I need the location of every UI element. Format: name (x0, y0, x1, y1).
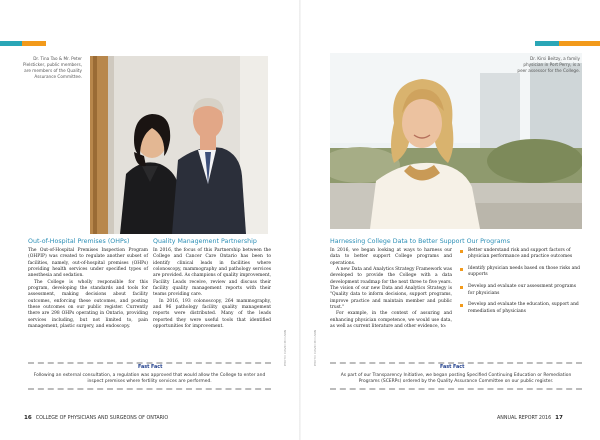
orange-square-bullet-icon (460, 304, 463, 307)
footer-title-right: ANNUAL REPORT 2016 (497, 416, 552, 421)
photo-tao-pielsticker (90, 56, 268, 234)
accent-bar-orange-left (22, 41, 46, 46)
bullet-text: Develop and evaluate our assessment programs for physicians (468, 284, 576, 296)
fast-fact-divider-bottom-right (330, 388, 582, 390)
fast-fact-text-left: Following an external consultation, a regulation was approved that would allow the College to enter and inspect premises where fertility services are performed. (33, 373, 266, 385)
ohp-paragraph-1: The Out-of-Hospital Premises Inspection Program (OHPIP) was created to regulate another subset of facilities, namely, out-of-hospital premises (OHPs) providing health services under specified types of anesthesia and sedation. (28, 248, 148, 279)
footer-title-left: COLLEGE OF PHYSICIANS AND SURGEONS OF ONTARIO (35, 416, 169, 421)
page-number-right: 17 (555, 415, 563, 421)
photo-credit-right: PHOTO: DAVID MCCANN (313, 330, 317, 367)
photo-beitzy (330, 53, 582, 229)
qmp-paragraph-1: In 2016, the focus of this Partnership between the College and Cancer Care Ontario has been to identify clinical leads in facilities where colonoscopy, mammography and pathology services are provided. As champions of quality improvement, Facility Leads receive, review and discuss their facility quality management reports with their teams providing care. (153, 248, 271, 298)
accent-bar-teal-right (535, 41, 559, 46)
orange-square-bullet-icon (460, 250, 463, 253)
fast-fact-title-right: Fast Fact (440, 365, 465, 370)
column-harnessing-college-data (330, 248, 452, 330)
column-quality-management-partnership (153, 248, 271, 330)
bullet-item (458, 302, 582, 315)
bullet-item (458, 266, 582, 279)
photo-illustration-left (90, 56, 268, 234)
orange-square-bullet-icon (460, 268, 463, 271)
qmp-paragraph-2: In 2016, 193 colonoscopy, 264 mammography, and 96 pathology facility quality management reports were distributed. Many of the leads reported they were useful tools that identified opportunities for improvement. (153, 298, 271, 330)
harnessing-paragraph-3: For example, in the context of assuring and enhancing physician competence, we would use data, as well as current literature and other evidence, to: (330, 311, 452, 330)
heading-harnessing-college-data: Harnessing College Data to Better Support Our Programs (330, 238, 510, 245)
fast-fact-divider-bottom-left (28, 388, 271, 390)
footer-right (497, 415, 563, 421)
bullet-item (458, 284, 582, 297)
photo-caption-right: Dr. Kirsi Beitzy, a family physician in Port Perry, is a peer assessor for the College. (517, 56, 580, 73)
bullet-item (458, 248, 582, 261)
page-number-left: 16 (24, 415, 32, 421)
accent-bar-orange-right (559, 41, 600, 46)
heading-quality-management-partnership: Quality Management Partnership (153, 238, 257, 245)
fast-fact-divider-top-right (330, 362, 582, 364)
accent-bar-teal-left (0, 41, 22, 46)
photo-illustration-right (330, 53, 582, 229)
bullet-text: Develop and evaluate the education, support and remediation of physicians (468, 302, 579, 314)
harnessing-paragraph-1: In 2016, we began looking at ways to harness our data to better support College programs and operations. (330, 248, 452, 266)
ohp-paragraph-2: The College is wholly responsible for this program, developing the standards and tools for assessment, making decisions about facility outcomes, enforcing these outcomes, and posting these outcomes on our public register. Currently there are 298 OHPs operating in Ontario, providing services including, but not limited to, pain management, plastic surgery, and endoscopy. (28, 279, 148, 330)
fast-fact-text-right: As part of our Transparency Initiative, we began posting Specified Continuing Education or Remediation Programs (SCERPs) ordered by the Quality Assurance Committee on our public register. (340, 373, 572, 385)
heading-out-of-hospital-premises: Out-of-Hospital Premises (OHPs) (28, 238, 130, 245)
bullet-text: Better understand risk and support factors of physician performance and practice outcomes (468, 248, 573, 260)
orange-square-bullet-icon (460, 286, 463, 289)
bullet-text: Identify physician needs based on those risks and supports (468, 266, 580, 278)
footer-left (24, 415, 168, 421)
fast-fact-title-left: Fast Fact (138, 365, 163, 370)
photo-caption-left: Dr. Tina Tao & Mr. Peter Pielsticker, public members, are members of the Quality Assurance Committee. (23, 56, 82, 79)
fast-fact-divider-top-left (28, 362, 271, 364)
photo-credit-left: PHOTO: DAVID MCCANN (283, 330, 287, 367)
harnessing-paragraph-2: A new Data and Analytics Strategy Framework was developed to provide the College with a data development roadmap for the next three to five years. The vision of our new Data and Analytics Strategy is "Quality data to inform decisions, support programs, improve practice and maintain member and public trust." (330, 267, 452, 311)
column-out-of-hospital-premises (28, 248, 148, 330)
data-uses-bullet-list (458, 248, 582, 320)
